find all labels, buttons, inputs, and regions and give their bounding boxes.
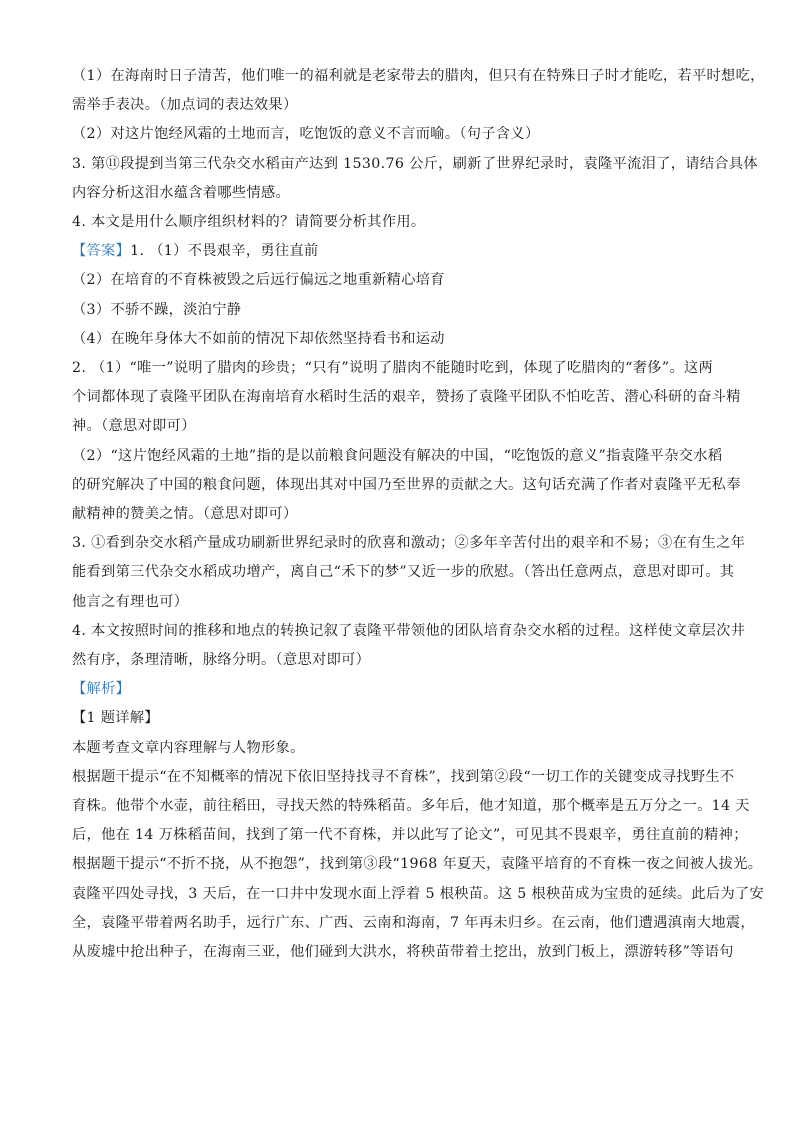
answer-line: 他言之有理也可）: [72, 593, 189, 610]
analysis-line: 育株。他带个水壶，前往稻田，寻找天然的特殊稻苗。多年后，他才知道，那个概率是五万分之一。14 天: [72, 798, 750, 815]
analysis-section-title: 【1 题详解】: [72, 710, 159, 727]
question-line: 3. 第⑪段提到当第三代杂交水稻亩产达到 1530.76 公斤，刷新了世界纪录时，袁隆平流泪了，请结合具体: [72, 155, 758, 172]
question-line: （1）在海南时日子清苦，他们唯一的福利就是老家带去的腊肉，但只有在特殊日子时才能吃，若平时想吃，: [72, 68, 765, 84]
answer-line: 3. ①看到杂交水稻产量成功刷新世界纪录时的欣喜和激动；②多年辛苦付出的艰辛和不易；③在有生之年: [72, 535, 746, 552]
answer-line: （4）在晚年身体大不如前的情况下却依然坚持看书和运动: [72, 330, 445, 347]
answer-line: 4. 本文按照时间的推移和地点的转换记叙了袁隆平带领他的团队培育杂交水稻的过程。这样使文章层次井: [72, 622, 746, 639]
analysis-line: 本题考查文章内容理解与人物形象。: [72, 739, 305, 756]
answer-first-line: [72, 237, 724, 266]
answer-label: 【答案】: [72, 243, 131, 260]
question-line: 4. 本文是用什么顺序组织材料的？请简要分析其作用。: [72, 214, 426, 231]
analysis-line: 全，袁隆平带着两名助手，远行广东、广西、云南和海南，7 年再未归乡。在云南，他们遭遇滇南大地震，: [72, 914, 755, 931]
answer-line: 的研究解决了中国的粮食问题，体现出其对中国乃至世界的贡献之大。这句话充满了作者对袁隆平无私奉: [72, 476, 741, 493]
answer-line: （2）在培育的不育株被毁之后远行偏远之地重新精心培育: [72, 272, 445, 289]
question-line: 需举手表决。（加点词的表达效果）: [72, 97, 298, 114]
answer-line: 献精神的赞美之情。（意思对即可）: [72, 506, 298, 523]
answer-line: 然有序，条理清晰，脉络分明。（意思对即可）: [72, 652, 371, 669]
question-line: 内容分析这泪水蕴含着哪些情感。: [72, 184, 291, 201]
answer-line: 个词都体现了袁隆平团队在海南培育水稻时生活的艰辛，赞扬了袁隆平团队不怕吃苦、潜心科研的奋斗精: [72, 389, 741, 406]
answer-line: 神。（意思对即可）: [72, 418, 196, 435]
answer-line: （3）不骄不躁，淡泊宁静: [72, 301, 242, 318]
answer-line: 2. （1）“唯一”说明了腊肉的珍贵；“只有”说明了腊肉不能随时吃到，体现了吃腊肉的“奢侈”。这两: [72, 360, 714, 377]
answer-line: 能看到第三代杂交水稻成功增产，离自己“禾下的梦”又近一步的欣慰。（答出任意两点，意思对即可。其: [72, 564, 735, 581]
analysis-line: 根据题干提示“在不知概率的情况下依旧坚持找寻不育株”，找到第②段“一切工作的关键变成寻找野生不: [72, 768, 735, 785]
question-line: （2）对这片饱经风霜的土地而言，吃饱饭的意义不言而喻。（句子含义）: [72, 126, 540, 143]
analysis-line: 袁隆平四处寻找，3 天后，在一口井中发现水面上浮着 5 根秧苗。这 5 根秧苗成为宝贵的延续。此后为了安: [72, 885, 765, 902]
answer-text: 1. （1）不畏艰辛，勇往直前: [130, 243, 319, 260]
analysis-line: 根据题干提示“不折不挠，从不抱怨”，找到第③段“1968 年夏天，袁隆平培育的不育株一夜之间被人拔光。: [72, 856, 763, 873]
answer-line: （2）“这片饱经风霜的土地”指的是以前粮食问题没有解决的中国，“吃饱饭的意义”指袁隆平杂交水稻: [72, 447, 723, 464]
document-page: [72, 62, 765, 967]
analysis-line: 后，他在 14 万株稻苗间，找到了第一代不育株，并以此写了论文”，可见其不畏艰辛，勇往直前的精神；: [72, 827, 748, 844]
analysis-label: 【解析】: [72, 681, 131, 698]
analysis-line: 从废墟中抢出种子，在海南三亚，他们碰到大洪水，将秧苗带着土挖出，放到门板上，漂游转移”等语句: [72, 944, 734, 961]
